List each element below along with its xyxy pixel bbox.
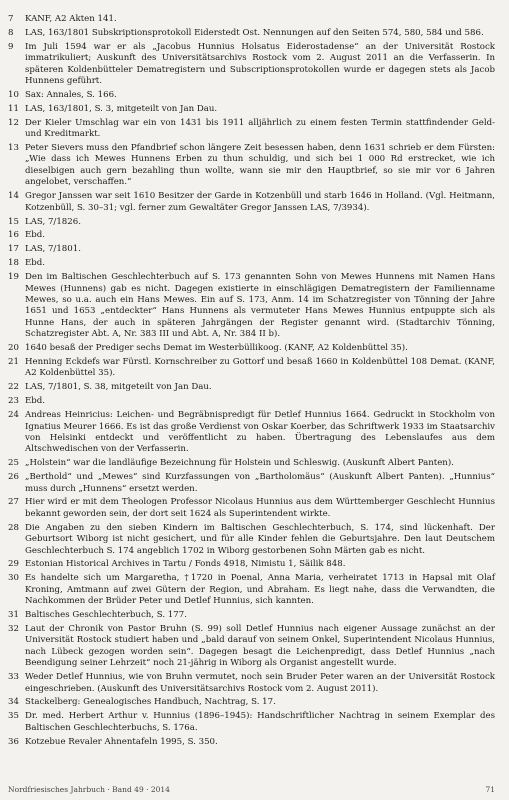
footnote-number: 34 xyxy=(8,697,19,708)
footnote-number: 19 xyxy=(8,272,19,283)
footnote-number: 12 xyxy=(8,117,19,128)
footnote-number: 26 xyxy=(8,472,19,483)
footnote-number: 33 xyxy=(8,672,19,683)
footnote xyxy=(6,737,495,748)
footnote-text: Kotzebue Revaler Ahnentafeln 1995, S. 350. xyxy=(25,736,218,747)
footnote xyxy=(6,472,495,495)
footnote-number: 25 xyxy=(8,458,19,469)
footnote-text: Peter Sievers muss den Pfandbrief schon längere Zeit besessen haben, denn 1631 schrieb er dem Fürsten: „Wie dass ich Mewes Hunnens Erben zu thun schuldig, und sich bei 1 000 Rd erstrecket, wie ich dieselbigen auch gern bezahling thun wollte, wann sie mir den Hauptbrief, so sie mir vor 6 Jahren angelobet, verschaffen.“ xyxy=(25,143,495,188)
footnote xyxy=(6,258,495,269)
footnote xyxy=(6,497,495,520)
footnote-number: 23 xyxy=(8,396,19,407)
footnote-text: Es handelte sich um Margaretha, †1720 in Poenal, Anna Maria, verheiratet 1713 in Hapsal mit Olaf Kroning, Amtmann auf zwei Gütern der Region, und Abraham. Es liegt nahe, dass die Verwandten, die Nachkommen der Brüder Peter und Detlef Hunnius, sich kannten. xyxy=(25,573,495,607)
footnote-text: Andreas Heinricius: Leichen- und Begräbnispredigt für Detlef Hunnius 1664. Gedruckt in Stockholm von Ignatius Meurer 1666. Es ist das große Verdienst von Oskar Koerber, das Schriftwerk 1933 im Staatsarchiv von Helsinki entdeckt und veröffentlicht zu haben. Übertragung des Lebenslaufes aus dem Altschwedischen von der Verfasserin. xyxy=(25,410,495,455)
footnote-text: Den im Baltischen Geschlechterbuch auf S. 173 genannten Sohn von Mewes Hunnens mit Namen Hans Mewes (Hunnens) gab es nicht. Dagegen existierte in einschlägigen Dematregistern der Familienname Mewes, so u.a. auch ein Hans Mewes. Ein auf S. 173, Anm. 14 im Schatzregister von Tönning der Jahre 1651 und 1653 „entdeckter“ Hans Hunnens als vermuteter Hans Mewes Hunnius entpuppte sich als Hunne Hans, der auch in späteren Jahrgängen der Register genannt wird. (Stadtarchiv Tönning, Schatzregister Abt. A, Nr. 383 III und Abt. A, Nr. 384 II b). xyxy=(25,272,495,340)
footnote-number: 14 xyxy=(8,191,19,202)
footnote-number: 9 xyxy=(8,41,14,52)
footnote-number: 18 xyxy=(8,258,19,269)
footnote-number: 32 xyxy=(8,624,19,634)
footnote xyxy=(6,697,495,708)
footnote-number: 22 xyxy=(8,382,19,393)
footnote-number: 13 xyxy=(8,143,19,154)
footnote-text: 1640 besaß der Prediger sechs Demat im Westerbüllikoog. (KANF, A2 Koldenbüttel 35). xyxy=(25,343,408,354)
footnote-text: „Berthold“ und „Mewes“ sind Kurzfassungen von „Bartholomäus“ (Auskunft Albert Panten). „Hunnius“ muss durch „Hunnens“ ersetzt werden. xyxy=(25,472,495,494)
footnote-text: LAS, 7/1826. xyxy=(25,216,81,227)
footnote xyxy=(6,90,495,101)
footnote xyxy=(6,143,495,189)
footnote xyxy=(6,104,495,115)
footnote xyxy=(6,217,495,228)
footnote-number: 27 xyxy=(8,497,19,508)
footnote-number: 10 xyxy=(8,89,19,100)
footnote-text: LAS, 163/1801 Subskriptionsprotokoll Eiderstedt Ost. Nennungen auf den Seiten 574, 580, 584 und 586. xyxy=(25,27,484,38)
footnote xyxy=(6,230,495,241)
footnote-number: 17 xyxy=(8,244,19,255)
footnote xyxy=(6,42,495,88)
footnote-text: Dr. med. Herbert Arthur v. Hunnius (1896–1945): Handschriftlicher Nachtrag in seinem Exemplar des Baltischen Geschlechterbuchs, S. 176a. xyxy=(25,711,495,733)
footnote-text: Sax: Annales, S. 166. xyxy=(25,89,117,100)
footnote-number: 16 xyxy=(8,230,19,241)
page-number: 71 xyxy=(485,785,495,794)
footnote-number: 7 xyxy=(8,14,14,24)
footnote-text: Der Kieler Umschlag war ein von 1431 bis 1911 alljährlich zu einem festen Termin stattfindender Geld- und Kreditmarkt. xyxy=(25,117,495,140)
footnote xyxy=(6,559,495,570)
footnote-number: 35 xyxy=(8,711,19,722)
page-footer xyxy=(8,785,495,794)
footnote-text: Gregor Janssen war seit 1610 Besitzer der Garde in Kotzenbüll und starb 1646 in Holland. (Vgl. Heitmann, Kotzenbüll, S. 30–31; vgl. ferner zum Gewaltäter Gregor Janssen LAS, 7/3934). xyxy=(25,191,495,213)
footnote-number: 30 xyxy=(8,573,19,584)
footnote-text: Stackelberg: Genealogisches Handbuch, Nachtrag, S. 17. xyxy=(25,697,276,708)
footnote xyxy=(6,624,495,670)
footnote xyxy=(6,343,495,354)
footnote xyxy=(6,573,495,607)
footnote-text: Hier wird er mit dem Theologen Professor Nicolaus Hunnius aus dem Württemberger Geschlecht Hunnius bekannt geworden sein, der dort seit 1624 als Superintendent wirkte. xyxy=(25,497,495,519)
footnote-number: 29 xyxy=(8,559,19,570)
footnote-text: Weder Detlef Hunnius, wie von Bruhn vermutet, noch sein Bruder Peter waren an der Universität Rostock eingeschrieben. (Auskunft des Universitätsarchivs Rostock vom 2. August 2011). xyxy=(25,672,495,694)
footnote-number: 8 xyxy=(8,27,14,38)
footnote xyxy=(6,28,495,39)
footnote xyxy=(6,672,495,695)
footnote xyxy=(6,14,495,25)
journal-reference: Nordfriesisches Jahrbuch · Band 49 · 2014 xyxy=(8,785,170,794)
footnote-text: Estonian Historical Archives in Tartu / Fonds 4918, Nimistu 1, Säilik 848. xyxy=(25,559,346,570)
footnote xyxy=(6,610,495,621)
footnote xyxy=(6,711,495,734)
footnote-text: Im Juli 1594 war er als „Jacobus Hunnius Holsatus Eiderostadense“ an der Universität Rostock immatrikuliert; Auskunft des Universitätsarchivs Rostock vom 2. August 2011 an die Verfasserin. In späteren Koldenbütteler Dematregistern und Subscriptionsprotokollen wurde er dagegen stets als Jacob Hunnens geführt. xyxy=(25,41,495,87)
footnote-number: 20 xyxy=(8,343,19,354)
footnote-text: Baltisches Geschlechterbuch, S. 177. xyxy=(25,610,187,621)
footnote xyxy=(6,244,495,255)
footnote-text: Ebd. xyxy=(25,230,46,241)
footnote-number: 24 xyxy=(8,410,19,421)
footnote xyxy=(6,118,495,141)
footnote-text: Ebd. xyxy=(25,396,46,407)
footnote-number: 31 xyxy=(8,610,19,621)
footnote xyxy=(6,410,495,456)
footnote-number: 15 xyxy=(8,216,19,227)
footnote-text: Laut der Chronik von Pastor Bruhn (S. 99) soll Detlef Hunnius nach eigener Aussage zunächst an der Universität Rostock studiert haben und „bald darauf von seinem Onkel, Superintendent Nicolaus Hunnius, nach Lübeck gezogen worden sein“. Dagegen besagt die Leichenpredigt, dass Detlef Hunnius „nach Beendigung seiner Lehrzeit“ noch 21-jährig in Wiborg als Organist angestellt wurde. xyxy=(25,624,495,669)
footnote-number: 11 xyxy=(8,103,19,114)
footnote-text: LAS, 7/1801. xyxy=(25,244,81,255)
footnote-number: 21 xyxy=(8,356,19,367)
footnote xyxy=(6,357,495,380)
footnote xyxy=(6,191,495,214)
footnote-text: Ebd. xyxy=(25,258,46,269)
footnote-number: 36 xyxy=(8,736,19,747)
footnote-text: LAS, 163/1801, S. 3, mitgeteilt von Jan Dau. xyxy=(25,103,218,114)
footnote-text: „Holstein“ war die landläufige Bezeichnung für Holstein und Schleswig. (Auskunft Albert Panten). xyxy=(25,458,454,469)
footnote xyxy=(6,396,495,407)
footnote-number: 28 xyxy=(8,522,19,533)
footnote xyxy=(6,382,495,393)
footnote-text: LAS, 7/1801, S. 38, mitgeteilt von Jan Dau. xyxy=(25,382,212,393)
footnote-text: Henning Eckdefs war Fürstl. Kornschreiber zu Gottorf und besaß 1660 in Koldenbüttel 108 Demat. (KANF, A2 Koldenbüttel 35). xyxy=(25,356,495,379)
footnote xyxy=(6,458,495,469)
footnote xyxy=(6,272,495,340)
footnote-text: KANF, A2 Akten 141. xyxy=(25,14,117,24)
footnote-text: Die Angaben zu den sieben Kindern im Baltischen Geschlechterbuch, S. 174, sind lückenhaft. Der Geburtsort Wiborg ist nicht gesichert, und für alle Kinder fehlen die Geburtsjahre. Den laut Deutschem Geschlechterbuch S. 174 angeblich 1702 in Wiborg gestorbenen Sohn Märten gab es nicht. xyxy=(25,522,495,556)
footnote-list xyxy=(6,14,495,748)
footnote xyxy=(6,523,495,557)
